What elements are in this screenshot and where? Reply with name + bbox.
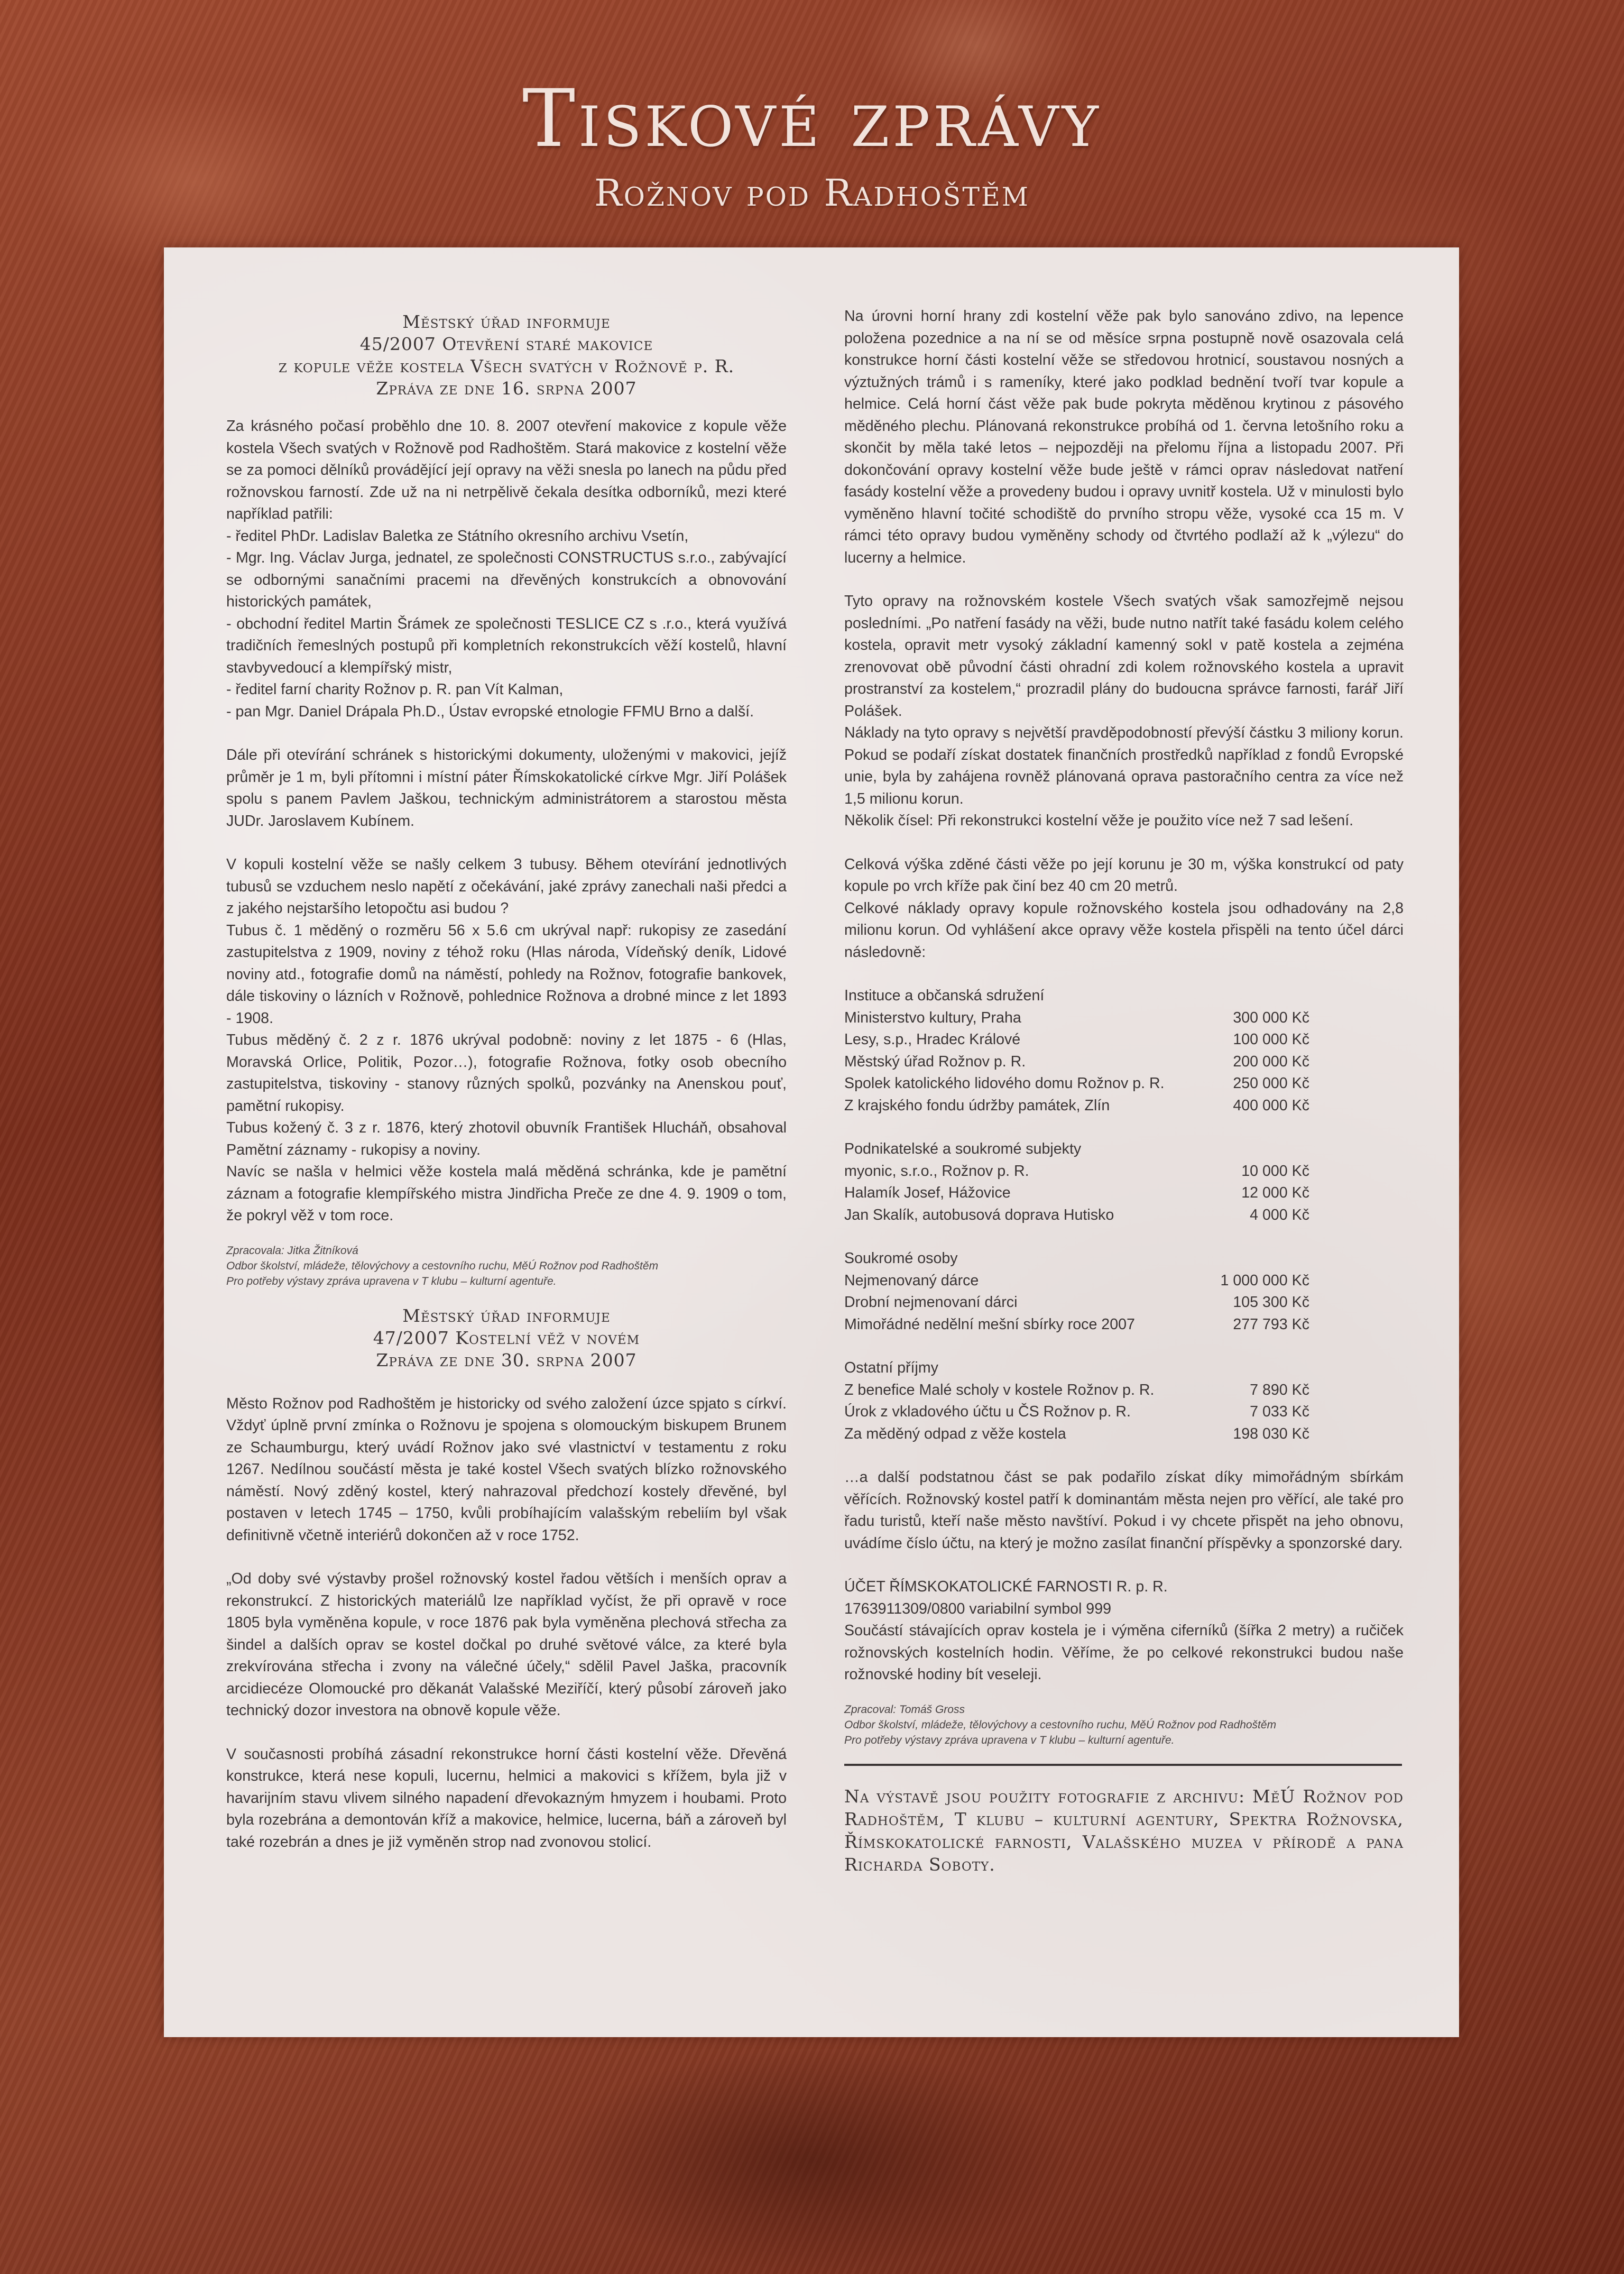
funding-row xyxy=(844,1007,1309,1029)
funding-row xyxy=(844,1401,1309,1423)
donor-name: Jan Skalík, autobusová doprava Hutisko xyxy=(844,1206,1114,1223)
funding-group-title: Soukromé osoby xyxy=(844,1250,958,1267)
article2-paragraph: „Od doby své výstavby prošel rožnovský kostel řadou větších i menších oprav a rekonstrukcí. Z historických materiálů lze například vyčíst, že při opravě v roce 1805 byla vyměněna kopule, v roce 1876 pak byla vyměněna plechová střecha za šindel a dalších oprav se kostel dočkal po druhé světové válce, za které byla zrekvírována střecha i zvony na válečné účely,“ sdělil Pavel Jaška, pracovník arcidiecéze Olomoucké pro děkanát Valašské Meziříčí, který působí zároveň jako technický dozor investora na obnově kopule věže. xyxy=(226,1570,787,1719)
donor-name: Úrok z vkladového účtu u ČS Rožnov p. R. xyxy=(844,1403,1131,1420)
right-column xyxy=(844,306,1404,1876)
article2-heading-line: 47/2007 Kostelní věž v novém xyxy=(373,1327,640,1348)
donor-amount: 1 000 000 Kč xyxy=(1220,1272,1309,1289)
article1-heading-line: 45/2007 Otevření staré makovice xyxy=(359,334,653,354)
donor-amount: 105 300 Kč xyxy=(1233,1294,1309,1311)
funding-group-title: Ostatní příjmy xyxy=(844,1359,938,1376)
donor-name: Halamík Josef, Hážovice xyxy=(844,1184,1011,1201)
funding-group-title: Podnikatelské a soukromé subjekty xyxy=(844,1140,1082,1157)
account-paragraph: ÚČET ŘÍMSKOKATOLICKÉ FARNOSTI R. p. R. 1763911309/0800 variabilní symbol 999 Součástí stávajících oprav kostela je i výměna ciferníků (šířka 2 metry) a ručiček rožnovských kostelních hodin. Věříme, že po celkové rekonstrukci budou naše rožnovské hodiny bít veseleji. xyxy=(844,1578,1404,1683)
article1-heading xyxy=(226,311,787,400)
article2-heading-line: Městský úřad informuje xyxy=(402,1305,611,1326)
funding-group xyxy=(844,985,1404,1117)
article2-heading xyxy=(226,1305,787,1371)
funding-list xyxy=(844,985,1404,1445)
donor-name: Ministerstvo kultury, Praha xyxy=(844,1009,1021,1026)
donor-name: Mimořádné nedělní mešní sbírky roce 2007 xyxy=(844,1315,1135,1333)
donor-amount: 277 793 Kč xyxy=(1233,1315,1309,1333)
donor-name: Spolek katolického lidového domu Rožnov p. R. xyxy=(844,1075,1165,1092)
donor-name: Lesy, s.p., Hradec Králové xyxy=(844,1031,1021,1048)
page-title: Tiskové zprávy xyxy=(522,73,1102,165)
right-paragraph: Celková výška zděné části věže po její korunu je 30 m, výška konstrukcí od paty kopule po vrch kříže pak činí bez 40 cm 20 metrů. Celkové náklady opravy kopule rožnovského kostela jsou odhadovány na 2,8 milionu korun. Od vyhlášení akce opravy věže kostela přispěli na tento účel dárci následovně: xyxy=(844,855,1404,961)
donor-name: myonic, s.r.o., Rožnov p. R. xyxy=(844,1162,1029,1180)
funding-group xyxy=(844,1357,1404,1445)
archive-note: Na výstavě jsou použity fotografie z archivu: MěÚ Rožnov pod Radhoštěm, T klubu – kulturní agentury, Spektra Rožnovska, Římskokatolické farnosti, Valašského muzea v přírodě a pana Richarda Soboty. xyxy=(844,1785,1404,1875)
funding-row xyxy=(844,1051,1309,1073)
page-subtitle: Rožnov pod Radhoštěm xyxy=(594,171,1030,215)
donor-amount: 4 000 Kč xyxy=(1250,1206,1309,1223)
right-paragraph: Tyto opravy na rožnovském kostele Všech svatých však samozřejmě nejsou posledními. „Po natření fasády na věži, bude nutno natřít také fasádu kolem celého kostela, opravit metr vysoký základní kamenný sokl v patě kostela a zejména zrenovovat obě původní části ohradní zdi kolem rožnovského kostela a upravit prostranství za kostelem,“ prozradil plány do budoucna správce farnosti, farář Jiří Polášek. Náklady na tyto opravy s největší pravděpodobností převýší částku 3 miliony korun. Pokud se podaří získat dostatek finančních prostředků například z fondů Evropské unie, byla by zahájena rovněž plánovaná oprava pastoračního centra za více než 1,5 milionu korun. Několik čísel: Při rekonstrukci kostelní věže je použito více než 7 sad lešení. xyxy=(844,593,1404,829)
right-paragraph: Na úrovni horní hrany zdi kostelní věže pak bylo sanováno zdivo, na lepence položena pozednice a na ní se od měsíce srpna postupně nově osazovala celá konstrukce horní části kostelní věže se středovou hrotnicí, soustavou nosných a výztužných trámů i s rameníky, které jako podklad bednění tvoří tvar kopule a helmice. Celá horní část věže pak bude pokryta měděnou krytinou z pásového měděného plechu. Plánovaná rekonstrukce probíhá od 1. června letošního roku a skončit by měla také letos – nejpozději na přelomu října a listopadu 2007. Při dokončování opravy kostelní věže bude ještě v rámci oprav následovat natření fasády kostelní věže a provedeny budou i opravy uvnitř kostela. Už v minulosti bylo vyměněno hlavní točité schodiště do prvního stropu věže, vysoké cca 15 m. V rámci této opravy budou vyměněny schody od čtvrtého podlaží až k „výlezu“ do lucerny a helmice. xyxy=(844,308,1404,566)
funding-row xyxy=(844,1314,1309,1336)
funding-row xyxy=(844,1379,1309,1402)
funding-group xyxy=(844,1138,1404,1226)
donor-name: Městský úřad Rožnov p. R. xyxy=(844,1053,1026,1070)
article1-credit: Zpracovala: Jitka Žitníková Odbor školství, mládeže, tělovýchovy a cestovního ruchu, MěÚ Rožnov pod Radhoštěm Pro potřeby výstavy zpráva upravena v T klubu – kulturní agentuře. xyxy=(226,1244,659,1287)
donor-amount: 100 000 Kč xyxy=(1233,1031,1309,1048)
article1-heading-line: z kopule věže kostela Všech svatých v Rožnově p. R. xyxy=(278,356,735,376)
article2-credit: Zpracoval: Tomáš Gross Odbor školství, mládeže, tělovýchovy a cestovního ruchu, MěÚ Rožnov pod Radhoštěm Pro potřeby výstavy zpráva upravena v T klubu – kulturní agentuře. xyxy=(844,1703,1277,1746)
funding-row xyxy=(844,1204,1309,1227)
article1-paragraph: Dále při otevírání schránek s historickými dokumenty, uloženými v makovici, jejíž průměr je 1 m, byli přítomni i místní páter Římskokatolické církve Mgr. Jiří Polášek spolu s panem Pavlem Jaškou, technickým administrátorem a starostou města JUDr. Jaroslavem Kubínem. xyxy=(226,747,787,830)
donor-amount: 250 000 Kč xyxy=(1233,1075,1309,1092)
donor-amount: 300 000 Kč xyxy=(1233,1009,1309,1026)
donor-amount: 7 890 Kč xyxy=(1250,1381,1309,1398)
divider xyxy=(844,1764,1402,1766)
funding-row xyxy=(844,1423,1309,1446)
article2-paragraph: Město Rožnov pod Radhoštěm je historicky od svého založení úzce spjato s církví. Vždyť úplně první zmínka o Rožnovu je spojena s olomouckým biskupem Brunem ze Schaumburgu, který uvádí Rožnov jako své vlastnictví v testamentu z roku 1267. Nedílnou součástí města je také kostel Všech svatých blízko rožnovského náměstí. Nový zděný kostel, který nahrazoval předchozí kostely dřevěné, byl postaven v letech 1745 – 1750, kvůli probíhajícím valašským rebeliím byl však definitivně včetně interiérů dokončen až v roce 1752. xyxy=(226,1395,787,1544)
donor-amount: 198 030 Kč xyxy=(1233,1425,1309,1442)
article1-heading-line: Zpráva ze dne 16. srpna 2007 xyxy=(376,378,637,399)
article2-heading-line: Zpráva ze dne 30. srpna 2007 xyxy=(376,1349,637,1370)
funding-group xyxy=(844,1248,1404,1336)
content-panel xyxy=(164,247,1459,2037)
left-column xyxy=(226,311,787,1853)
funding-group-title: Instituce a občanská sdružení xyxy=(844,987,1045,1004)
donor-name: Z benefice Malé scholy v kostele Rožnov p. R. xyxy=(844,1381,1155,1398)
donor-amount: 400 000 Kč xyxy=(1233,1097,1309,1114)
funding-row xyxy=(844,1270,1309,1292)
article1-heading-line: Městský úřad informuje xyxy=(402,311,611,332)
funding-row xyxy=(844,1029,1309,1051)
funding-row xyxy=(844,1073,1309,1095)
page-header xyxy=(0,73,1624,215)
donor-amount: 12 000 Kč xyxy=(1241,1184,1309,1201)
donor-name: Z krajského fondu údržby památek, Zlín xyxy=(844,1097,1110,1114)
donor-amount: 7 033 Kč xyxy=(1250,1403,1309,1420)
closing-paragraph: …a další podstatnou část se pak podařilo získat díky mimořádným sbírkám věřících. Rožnovský kostel patří k dominantám města nejen pro věřící, ale také pro řadu turistů, kteří naše město navštíví. Pokud i vy chcete přispět na jeho obnovu, uvádíme číslo účtu, na který je možno zasílat finanční příspěvky a sponzorské dary. xyxy=(844,1469,1404,1552)
funding-row xyxy=(844,1095,1309,1117)
funding-row xyxy=(844,1182,1309,1204)
article1-paragraph: V kopuli kostelní věže se našly celkem 3 tubusy. Během otevírání jednotlivých tubusů se vzduchem neslo napětí z očekávání, jaké zprávy zanechali naši předci a z jakého nejstaršího letopočtu asi budou ? Tubus č. 1 měděný o rozměru 56 x 5.6 cm ukrýval např: rukopisy ze zasedání zastupitelstva z 1909, noviny z téhož roku (Hlas národa, Vídeňský deník, Lidové noviny atd., fotografie domů na náměstí, pohledy na Rožnov, fotografie bankovek, dále tiskoviny o lázních v Rožnově, pohlednice Rožnova a drobné mince z let 1893 - 1908. Tubus měděný č. 2 z r. 1876 ukrýval podobně: noviny z let 1875 - 6 (Hlas, Moravská Orlice, Politik, Pozor…), fotografie Rožnova, fotky osob obecního zastupitelstva, tiskoviny - stanovy různých spolků, pozvánky na Anenskou pouť, pamětní rukopisy. Tubus kožený č. 3 z r. 1876, který zhotovil obuvník František Hlucháň, obsahoval Pamětní záznamy - rukopisy a noviny. Navíc se našla v helmici věže kostela malá měděná schránka, kde je pamětní záznam a fotografie klempířského mistra Jindřicha Preče ze dne 4. 9. 1909 o tom, že pokryl věž v tom roce. xyxy=(226,856,787,1224)
article1-paragraph: Za krásného počasí proběhlo dne 10. 8. 2007 otevření makovice z kopule věže kostela Všech svatých v Rožnově pod Radhoštěm. Stará makovice z kostelní věže se za pomoci dělníků provádějící její opravy na věži snesla po lanech na půdu před rožnovskou farností. Zde už na ni netrpělivě čekala desítka odborníků, mezi které například patřili: - ředitel PhDr. Ladislav Baletka ze Státního okresního archivu Vsetín, - Mgr. Ing. Václav Jurga, jednatel, ze společnosti CONSTRUCTUS s.r.o., zabývající se odbornými sanačními pracemi na dřevěných konstrukcích a obnovování historických památek, - obchodní ředitel Martin Šrámek ze společnosti TESLICE CZ s .r.o., která využívá tradičních řemeslných postupů při kompletních rekonstrukcích věží kostelů, hlavní stavbyvedoucí a klempířský mistr, - ředitel farní charity Rožnov p. R. pan Vít Kalman, - pan Mgr. Daniel Drápala Ph.D., Ústav evropské etnologie FFMU Brno a další. xyxy=(226,418,787,720)
article2-paragraph: V současnosti probíhá zásadní rekonstrukce horní části kostelní věže. Dřevěná konstrukce, která nese kopuli, lucernu, helmici a makovici s křížem, byla již v havarijním stavu vlivem silného napadení dřevokazným hmyzem i houbami. Proto byla rozebrána a demontován kříž a makovice, helmice, lucerna, báň a zároveň byl také rozebrán a dnes je již vyměněn strop nad zvonovou stolicí. xyxy=(226,1745,787,1850)
donor-name: Za měděný odpad z věže kostela xyxy=(844,1425,1066,1442)
donor-amount: 200 000 Kč xyxy=(1233,1053,1309,1070)
donor-name: Nejmenovaný dárce xyxy=(844,1272,979,1289)
funding-row xyxy=(844,1161,1309,1183)
donor-amount: 10 000 Kč xyxy=(1241,1162,1309,1180)
funding-row xyxy=(844,1292,1309,1314)
donor-name: Drobní nejmenovaní dárci xyxy=(844,1294,1018,1311)
